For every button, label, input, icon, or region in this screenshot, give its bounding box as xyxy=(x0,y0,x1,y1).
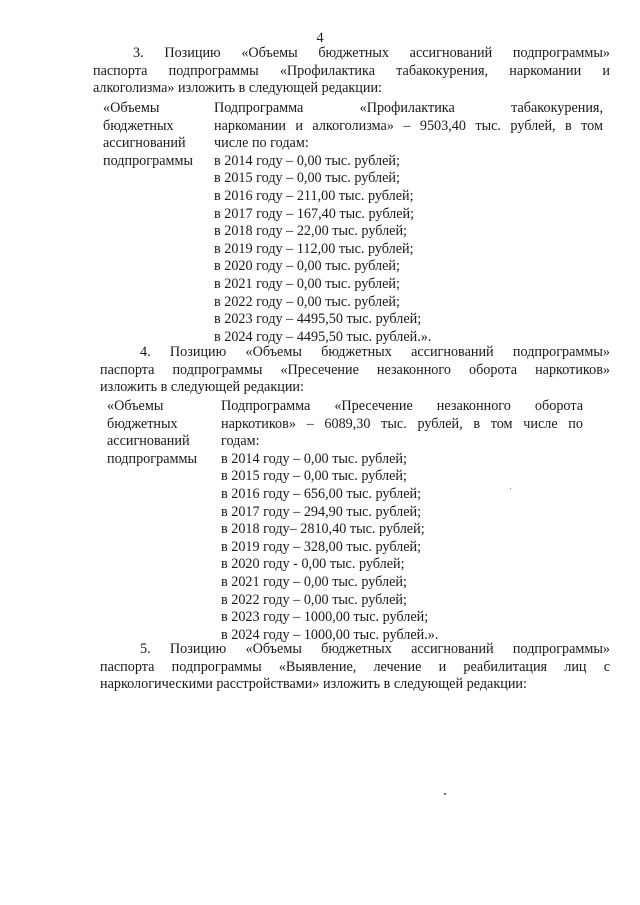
scan-speck xyxy=(510,488,511,489)
item4-label-line: бюджетных xyxy=(107,415,178,432)
item3-intro-line: паспорта подпрограммы «Профилактика табакокурения, наркомании и xyxy=(93,62,610,79)
item3-desc-line: Подпрограмма «Профилактика табакокурения, xyxy=(214,100,603,116)
item3-year-line: в 2023 году – 4495,50 тыс. рублей; xyxy=(214,311,422,328)
item3-year-line: в 2024 году – 4495,50 тыс. рублей.». xyxy=(214,328,432,345)
item4-year-line: в 2014 году – 0,00 тыс. рублей; xyxy=(221,450,407,467)
item4-intro-line: изложить в следующей редакции: xyxy=(100,379,304,396)
item3-label-line: «Объемы xyxy=(103,100,160,116)
item5-intro xyxy=(100,641,610,694)
item4-year-line: в 2015 году – 0,00 тыс. рублей; xyxy=(221,468,407,485)
item4-year-line: в 2017 году – 294,90 тыс. рублей; xyxy=(221,503,422,520)
item4-year-line: в 2023 году – 1000,00 тыс. рублей; xyxy=(221,609,429,626)
item4-year-line: в 2016 году – 656,00 тыс. рублей; xyxy=(221,485,422,502)
item5-intro-line: наркологическими расстройствами» изложить в следующей редакции: xyxy=(100,676,527,693)
item4-year-line: в 2021 году – 0,00 тыс. рублей; xyxy=(221,573,407,590)
item3-label-line: подпрограммы xyxy=(103,152,193,169)
scan-speck xyxy=(444,793,446,795)
item3-year-line: в 2021 году – 0,00 тыс. рублей; xyxy=(214,275,400,292)
item4-desc-line: наркотиков» – 6089,30 тыс. рублей, в том числе по xyxy=(221,415,583,432)
item3-desc-line: наркомании и алкоголизма» – 9503,40 тыс. рублей, в том xyxy=(214,117,603,134)
item4-label-line: подпрограммы xyxy=(107,450,197,467)
item4-desc-line: годам: xyxy=(221,433,260,450)
item4-year-line: в 2019 году – 328,00 тыс. рублей; xyxy=(221,538,422,555)
item3-intro xyxy=(93,45,610,98)
page-number: 4 xyxy=(316,30,324,46)
item3-year-line: в 2020 году – 0,00 тыс. рублей; xyxy=(214,258,400,275)
item4-year-line: в 2022 году – 0,00 тыс. рублей; xyxy=(221,591,407,608)
item3-year-line: в 2014 году – 0,00 тыс. рублей; xyxy=(214,152,400,169)
item4-label-line: «Объемы xyxy=(107,398,164,414)
item4-desc-line: Подпрограмма «Пресечение незаконного оборота xyxy=(221,398,583,414)
item3-desc-line: числе по годам: xyxy=(214,135,309,152)
item3-label-line: ассигнований xyxy=(103,135,186,152)
item4-intro-line: 4. Позицию «Объемы бюджетных ассигнований подпрограммы» xyxy=(140,344,610,360)
item3-year-line: в 2018 году – 22,00 тыс. рублей; xyxy=(214,223,407,240)
item3-intro-line: алкоголизма» изложить в следующей редакции: xyxy=(93,80,382,97)
item3-intro-line: 3. Позицию «Объемы бюджетных ассигнований подпрограммы» xyxy=(133,45,610,61)
item4-intro xyxy=(100,344,610,397)
item5-intro-line: паспорта подпрограммы «Выявление, лечение и реабилитация лиц с xyxy=(100,658,610,675)
item4-values xyxy=(221,398,583,644)
item4-intro-line: паспорта подпрограммы «Пресечение незаконного оборота наркотиков» xyxy=(100,361,610,378)
item3-year-line: в 2016 году – 211,00 тыс. рублей; xyxy=(214,187,414,204)
item3-values xyxy=(214,100,603,346)
item4-year-line: в 2020 году - 0,00 тыс. рублей; xyxy=(221,556,405,573)
item3-year-line: в 2017 году – 167,40 тыс. рублей; xyxy=(214,205,415,222)
item3-year-line: в 2015 году – 0,00 тыс. рублей; xyxy=(214,170,400,187)
item4-year-line: в 2024 году – 1000,00 тыс. рублей.». xyxy=(221,626,439,643)
item5-intro-line: 5. Позицию «Объемы бюджетных ассигнований подпрограммы» xyxy=(140,641,610,657)
item3-label-line: бюджетных xyxy=(103,117,174,134)
item4-label xyxy=(107,398,197,468)
item4-year-line: в 2018 году– 2810,40 тыс. рублей; xyxy=(221,521,425,538)
item4-label-line: ассигнований xyxy=(107,433,190,450)
item3-label xyxy=(103,100,193,170)
item3-year-line: в 2019 году – 112,00 тыс. рублей; xyxy=(214,240,414,257)
item3-year-line: в 2022 году – 0,00 тыс. рублей; xyxy=(214,293,400,310)
